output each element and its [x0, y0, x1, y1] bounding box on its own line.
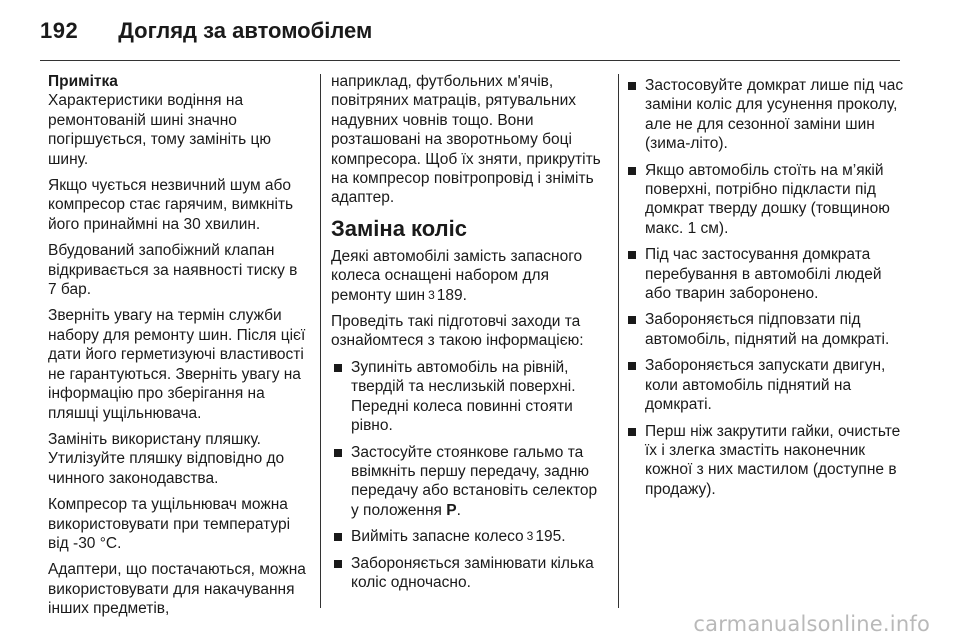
page-reference[interactable]: 189. [436, 286, 467, 304]
square-bullet-icon [628, 251, 636, 259]
list-item-text: Зупиніть автомобіль на рівній, твердій та неслизькій поверхні. Передні колеса повинні стояти рівно. [351, 358, 576, 435]
list-item [625, 310, 910, 349]
list-item [625, 245, 910, 303]
page-title: Догляд за автомобілем [118, 18, 373, 43]
bullet-list [331, 358, 606, 592]
list-item [625, 422, 910, 500]
paragraph: Компресор та ущільнювач можна використовувати при температурі від -30 °C. [48, 496, 291, 552]
gear-position-label: P [446, 501, 457, 519]
list-item-text: Під час застосування домкрата перебування в автомобілі людей або тварин заборонено. [645, 246, 882, 303]
page-reference[interactable]: 195. [535, 528, 566, 546]
square-bullet-icon [334, 449, 342, 457]
square-bullet-icon [628, 316, 636, 324]
column-divider-2 [618, 74, 619, 608]
list-item [625, 76, 910, 154]
square-bullet-icon [628, 82, 636, 90]
list-item-text: Забороняється підповзати під автомобіль, піднятий на домкраті. [645, 311, 890, 348]
column-1 [48, 72, 310, 626]
note-title: Примітка [48, 73, 118, 90]
cross-reference-arrow-icon: 3 [526, 529, 534, 544]
list-item-text: Забороняється замінювати кілька коліс одночасно. [351, 554, 594, 591]
list-item-text: Застосуйте стоянкове гальмо та ввімкніть першу передачу, задню передачу або встановіть селектор у положення [351, 443, 598, 519]
square-bullet-icon [628, 428, 636, 436]
list-item [331, 527, 606, 546]
list-item [625, 356, 910, 414]
list-item-text: Вийміть запасне колесо [351, 528, 524, 546]
square-bullet-icon [628, 167, 636, 175]
paragraph: Адаптери, що постачаються, можна використовувати для накачування інших предметів, [48, 561, 306, 618]
section-heading: Заміна коліс [331, 215, 467, 241]
list-item [331, 358, 606, 436]
list-item-text: Перш ніж закрутити гайки, очистьте їх і злегка змастіть наконечник кожної з них мастилом (доступне в продажу). [645, 422, 901, 498]
cross-reference-arrow-icon: 3 [428, 287, 435, 302]
note-block [48, 72, 310, 169]
paragraph: Замініть використану пляшку. Утилізуйте пляшку відповідно до чинного законодавства. [48, 430, 285, 487]
list-item-text: Застосовуйте домкрат лише під час заміни коліс для усунення проколу, але не для сезонної заміни шин (зима-літо). [645, 77, 904, 153]
list-item-text: Якщо автомобіль стоїть на м’якій поверхні, потрібно підкласти під домкрат тверду дошку (товщиною макс. 1 см). [645, 161, 890, 237]
square-bullet-icon [628, 362, 636, 370]
list-item [331, 554, 606, 593]
paragraph: Зверніть увагу на термін служби набору для ремонту шин. Після цієї дати його герметизуючі властивості не гарантуються. Зверніть увагу на інформацію про зберігання на пляшці ущільнювача. [48, 307, 306, 422]
paragraph: Якщо чується незвичний шум або компресор стає гарячим, вимкніть його принаймні на 30 хвилин. [48, 177, 294, 233]
page-header [40, 14, 900, 48]
list-item-text-end: . [456, 501, 461, 519]
square-bullet-icon [334, 533, 342, 541]
page-number: 192 [40, 18, 79, 43]
paragraph: Проведіть такі підготовчі заходи та ознайомтеся з такою інформацією: [331, 313, 584, 350]
square-bullet-icon [334, 560, 342, 568]
list-item [625, 161, 910, 239]
note-text: Характеристики водіння на ремонтованій шині значно погіршується, тому замініть цю шину. [48, 92, 272, 168]
paragraph-with-reference [331, 247, 606, 305]
header-divider [40, 60, 900, 61]
column-3 [625, 76, 910, 506]
paragraph: наприклад, футбольних м'ячів, повітряних матраців, рятувальних надувних човнів тощо. Вони розташовані на зворотньому боці компресора. Щоб їх зняти, прикрутіть на компресор повітропровід і зніміть адаптер. [331, 73, 601, 207]
square-bullet-icon [334, 364, 342, 372]
list-item-text: Забороняється запускати двигун, коли автомобіль піднятий на домкраті. [645, 357, 886, 414]
column-2 [331, 72, 606, 599]
bullet-list [625, 76, 910, 499]
paragraph: Вбудований запобіжний клапан відкривається за наявності тиску в 7 бар. [48, 242, 298, 299]
watermark: carmanualsonline.info [693, 612, 930, 636]
paragraph-text: Деякі автомобілі замість запасного колеса оснащені набором для ремонту шин [331, 247, 583, 304]
column-divider-1 [320, 74, 321, 608]
list-item [331, 443, 606, 521]
